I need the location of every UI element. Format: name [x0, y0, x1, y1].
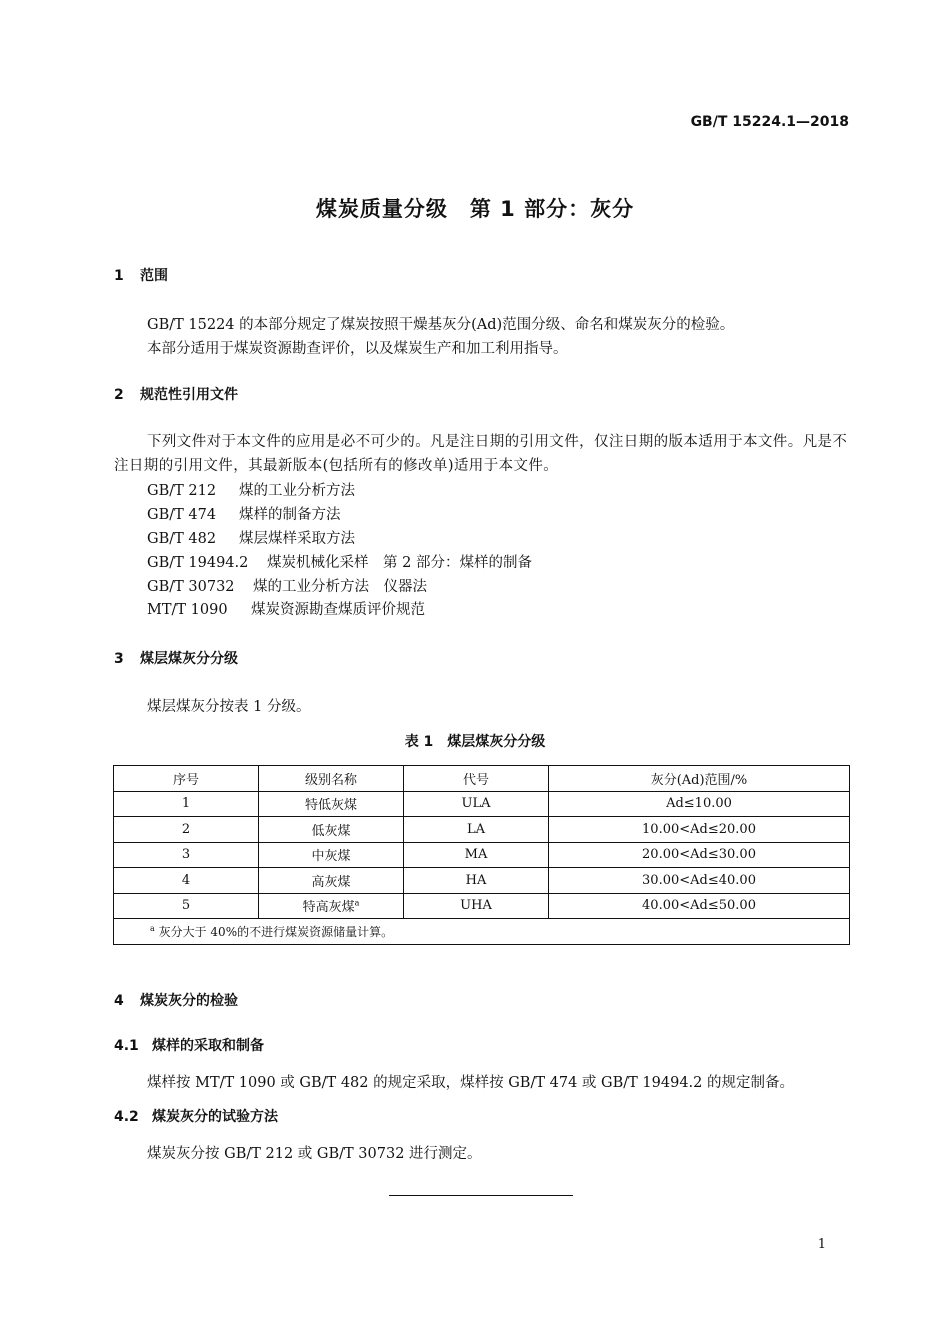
section-1-heading	[114, 265, 168, 285]
section-title: 煤炭灰分的检验	[140, 993, 238, 1009]
table-row	[114, 893, 850, 919]
table-cell: LA	[404, 817, 549, 843]
paragraph: 煤层煤灰分按表 1 分级。	[147, 699, 311, 715]
table-caption: 表 1 煤层煤灰分分级	[404, 734, 546, 750]
section-number: 1	[114, 268, 124, 284]
table-row	[114, 817, 850, 843]
paragraph: GB/T 15224 的本部分规定了煤炭按照干燥基灰分(Ad)范围分级、命名和煤炭灰分的检验。	[147, 317, 735, 333]
reference-code: GB/T 30732	[147, 579, 235, 595]
section-number: 4.1	[114, 1038, 139, 1054]
paragraph: 煤样按 MT/T 1090 或 GB/T 482 的规定采取，煤样按 GB/T 474 或 GB/T 19494.2 的规定制备。	[147, 1075, 794, 1091]
section-title: 范围	[140, 268, 168, 284]
header-cell: 级别名称	[259, 766, 404, 792]
grade-name: 特高灰煤	[302, 900, 355, 916]
section-title: 煤层煤灰分分级	[140, 651, 238, 667]
reference-item	[147, 598, 425, 619]
header-cell: 序号	[114, 766, 259, 792]
table-cell: 30.00<Ad≤40.00	[549, 868, 850, 894]
reference-item	[147, 575, 427, 596]
reference-item	[147, 527, 355, 548]
reference-item	[147, 551, 532, 572]
reference-item	[147, 503, 341, 524]
table-cell: 10.00<Ad≤20.00	[549, 817, 850, 843]
reference-code: MT/T 1090	[147, 602, 228, 618]
ash-classification-table	[113, 765, 850, 945]
table-cell: 特低灰煤	[259, 791, 404, 817]
reference-code: GB/T 482	[147, 531, 217, 547]
paragraph: 本部分适用于煤炭资源勘查评价，以及煤炭生产和加工利用指导。	[147, 341, 568, 357]
table-footnote-row	[114, 919, 850, 945]
section-2-heading	[114, 384, 238, 404]
section-title: 规范性引用文件	[140, 387, 238, 403]
standard-number: GB/T 15224.1—2018	[690, 114, 849, 130]
table-cell: MA	[404, 842, 549, 868]
section-title: 煤样的采取和制备	[152, 1038, 264, 1054]
table-cell: 5	[114, 893, 259, 919]
footnote-marker: a	[150, 924, 155, 933]
section-4-heading	[114, 990, 238, 1010]
footnote-text: 灰分大于 40%的不进行煤炭资源储量计算。	[158, 925, 394, 939]
section-number: 3	[114, 651, 124, 667]
table-row	[114, 791, 850, 817]
table-cell: ULA	[404, 791, 549, 817]
reference-title: 煤的工业分析方法	[239, 483, 355, 499]
paragraph: 下列文件对于本文件的应用是必不可少的。凡是注日期的引用文件，仅注日期的版本适用于本文件。凡是不注日期的引用文件，其最新版本(包括所有的修改单)适用于本文件。	[114, 434, 848, 474]
table-cell: 1	[114, 791, 259, 817]
end-separator-line	[389, 1195, 573, 1196]
section-3-heading	[114, 648, 238, 668]
table-cell: HA	[404, 868, 549, 894]
reference-title: 煤层煤样采取方法	[239, 531, 355, 547]
reference-title: 煤样的制备方法	[239, 507, 341, 523]
section-title: 煤炭灰分的试验方法	[152, 1109, 278, 1125]
header-cell: 代号	[404, 766, 549, 792]
table-cell: Ad≤10.00	[549, 791, 850, 817]
reference-code: GB/T 19494.2	[147, 555, 249, 571]
document-title: 煤炭质量分级 第 1 部分：灰分	[315, 197, 635, 221]
table-cell: 4	[114, 868, 259, 894]
table-cell	[259, 893, 404, 919]
table-cell: 20.00<Ad≤30.00	[549, 842, 850, 868]
reference-title: 煤的工业分析方法 仪器法	[253, 579, 427, 595]
page-number: 1	[817, 1237, 826, 1252]
reference-code: GB/T 212	[147, 483, 217, 499]
table-header-row	[114, 766, 850, 792]
table-cell: 3	[114, 842, 259, 868]
reference-title: 煤炭资源勘查煤质评价规范	[251, 602, 425, 618]
table-row	[114, 868, 850, 894]
paragraph: 煤炭灰分按 GB/T 212 或 GB/T 30732 进行测定。	[147, 1146, 482, 1162]
section-number: 4.2	[114, 1109, 139, 1125]
table-cell: UHA	[404, 893, 549, 919]
reference-title: 煤炭机械化采样 第 2 部分：煤样的制备	[267, 555, 532, 571]
section-number: 4	[114, 993, 124, 1009]
section-4-2-heading	[114, 1106, 278, 1126]
table-cell: 低灰煤	[259, 817, 404, 843]
table-cell: 2	[114, 817, 259, 843]
table-cell: 40.00<Ad≤50.00	[549, 893, 850, 919]
reference-code: GB/T 474	[147, 507, 217, 523]
table-cell: 中灰煤	[259, 842, 404, 868]
table-cell: 高灰煤	[259, 868, 404, 894]
section-number: 2	[114, 387, 124, 403]
footnote-marker: a	[354, 898, 360, 908]
table-footnote	[114, 919, 850, 945]
table-row	[114, 842, 850, 868]
reference-item	[147, 479, 355, 500]
header-cell: 灰分(Ad)范围/%	[549, 766, 850, 792]
section-4-1-heading	[114, 1035, 264, 1055]
